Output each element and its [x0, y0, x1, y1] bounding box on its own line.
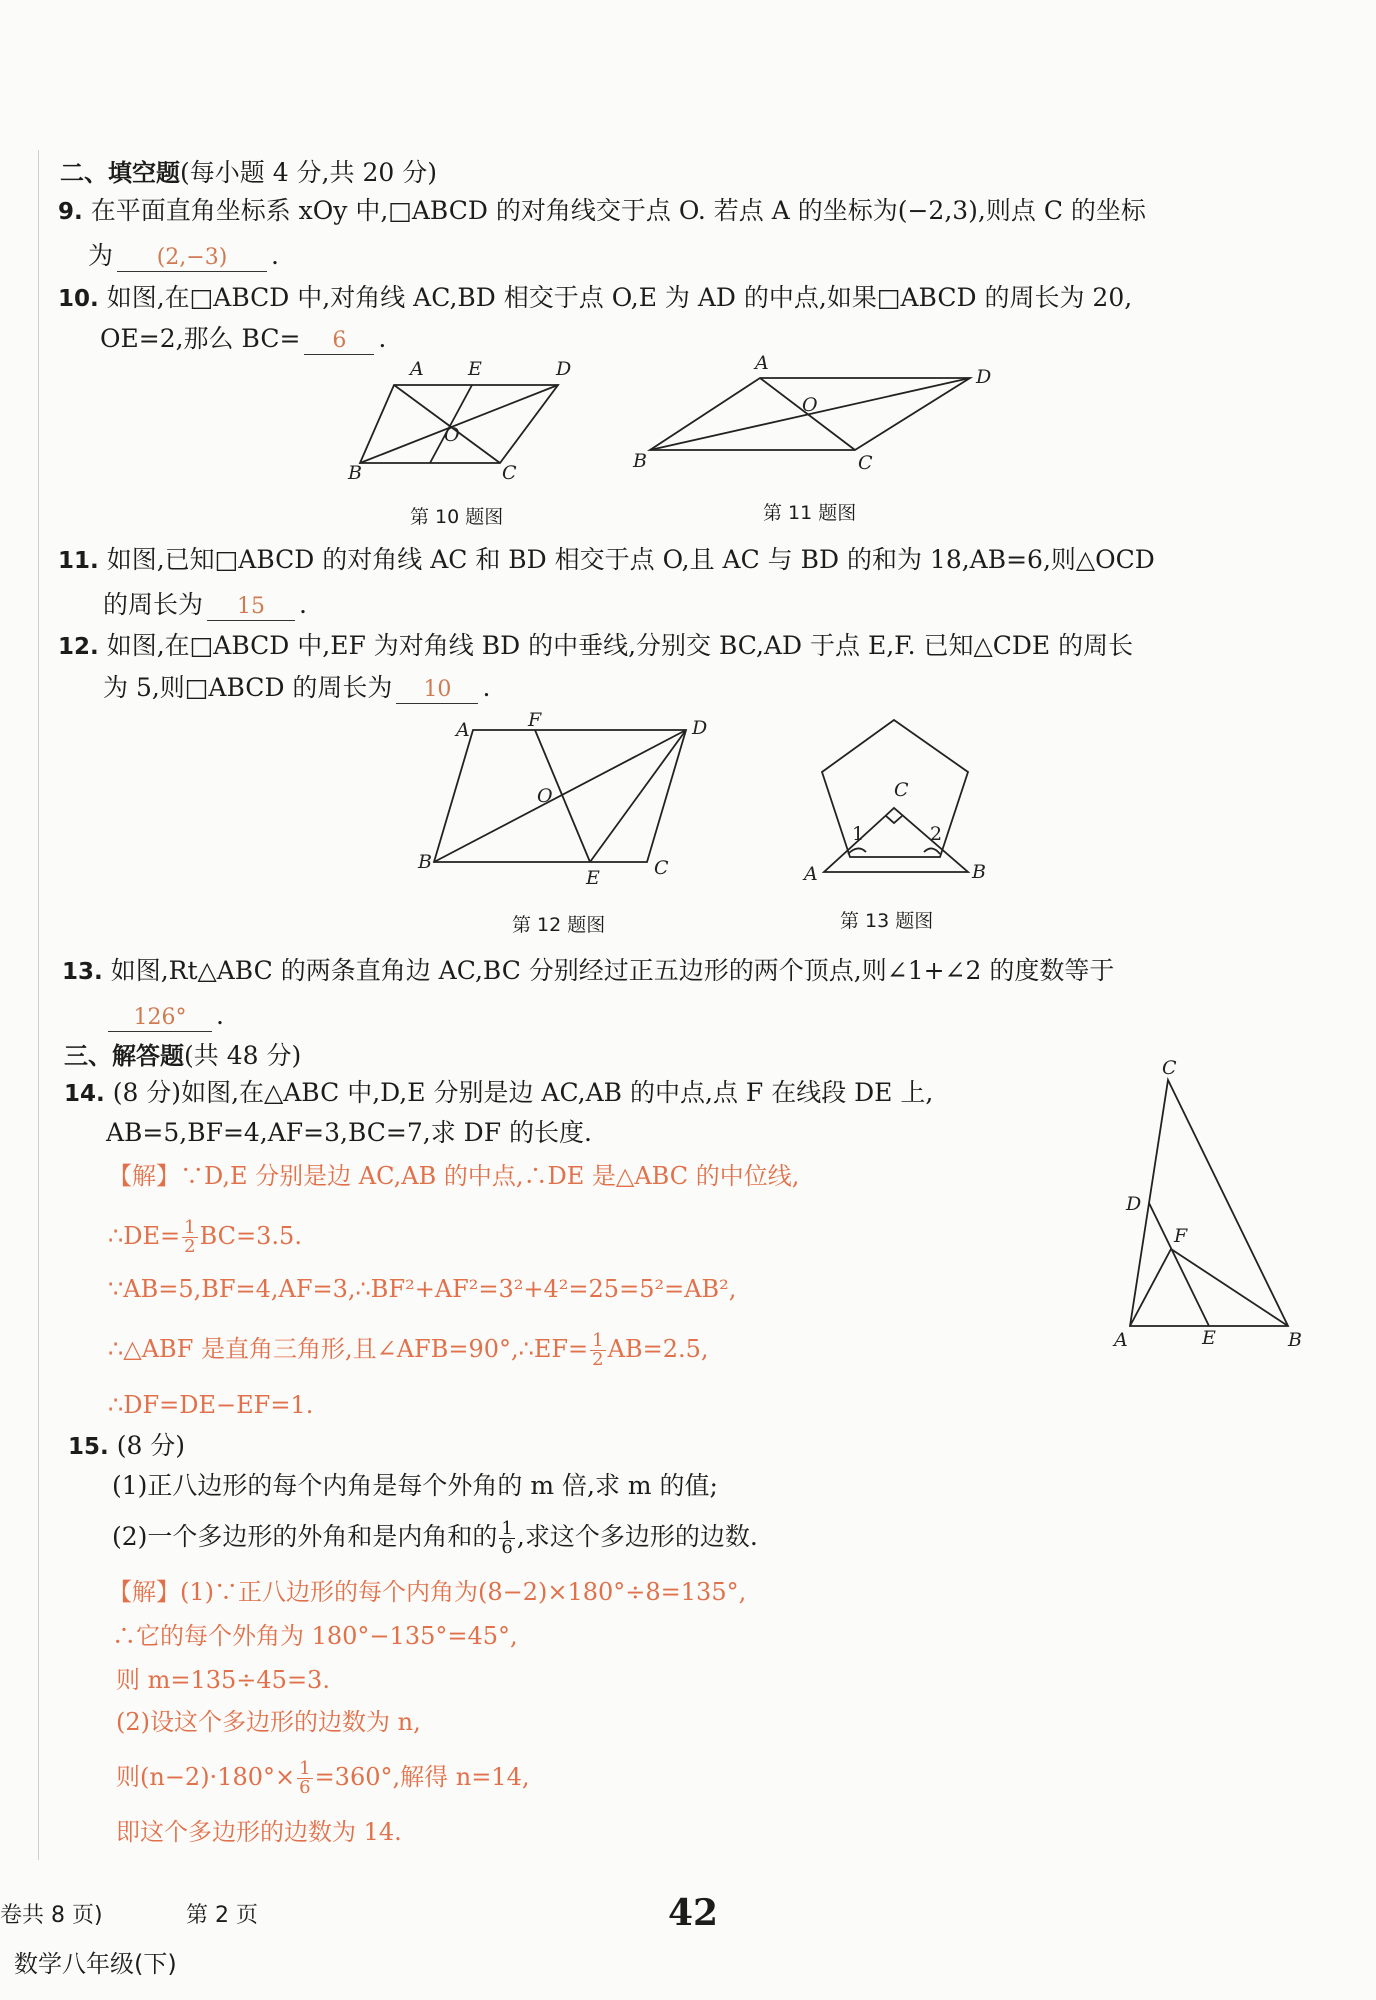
question-13-line2 — [104, 1000, 224, 1032]
question-number: 15. — [68, 1434, 109, 1460]
fraction-denominator: 6 — [299, 1777, 311, 1798]
question-12-line2 — [103, 672, 490, 704]
section-3-heading — [64, 1040, 301, 1072]
question-15-part1: (1)正八边形的每个内角是每个外角的 m 倍,求 m 的值; — [112, 1471, 718, 1500]
punctuation: . — [299, 590, 307, 619]
question-14-line2 — [106, 1117, 592, 1149]
solution-text: ∴△ABF 是直角三角形,且∠AFB=90°,∴EF= — [108, 1335, 589, 1363]
question-text: 在平面直角坐标系 xOy 中,□ABCD 的对角线交于点 O. 若点 A 的坐标为(−2,3),则点 C 的坐标 — [90, 196, 1146, 225]
punctuation: . — [482, 673, 491, 702]
question-number: 11. — [58, 548, 99, 574]
question-text: (8 分)如图,在△ABC 中,D,E 分别是边 AC,AB 的中点,点 F 在线段 DE 上, — [112, 1078, 934, 1107]
solution-text: =360°,解得 n=14, — [314, 1763, 530, 1791]
angle-label: 2 — [930, 823, 943, 845]
figure-11-caption: 第 11 题图 — [763, 502, 857, 524]
answer-blank: 10 — [396, 677, 478, 704]
question-14-line1 — [64, 1077, 933, 1110]
section-title: 三、解答题 — [64, 1042, 184, 1070]
fraction — [182, 1219, 197, 1256]
fraction-denominator: 2 — [184, 1236, 196, 1257]
point-label: O — [537, 785, 553, 807]
figure-11 — [620, 355, 1020, 485]
punctuation: . — [216, 1001, 224, 1030]
question-text: 的周长为 — [103, 590, 204, 619]
point-label: B — [633, 450, 647, 472]
fraction-denominator: 6 — [501, 1537, 513, 1558]
point-label: O — [802, 394, 818, 416]
question-text: 如图,在□ABCD 中,对角线 AC,BD 相交于点 O,E 为 AD 的中点,如果□ABCD 的周长为 20, — [106, 283, 1133, 312]
question-text: OE=2,那么 BC= — [100, 324, 301, 353]
point-label: C — [654, 857, 669, 879]
point-label: D — [1126, 1193, 1142, 1215]
question-text: (8 分) — [116, 1431, 186, 1460]
point-label: D — [976, 366, 992, 388]
solution-text: AB=2.5, — [607, 1335, 709, 1363]
figure-12 — [410, 712, 730, 892]
punctuation: . — [378, 324, 387, 353]
q14-solution-line2 — [108, 1219, 302, 1256]
point-label: E — [1202, 1327, 1216, 1349]
point-label: F — [1174, 1225, 1188, 1247]
point-label: A — [1114, 1329, 1128, 1351]
question-text: AB=5,BF=4,AF=3,BC=7,求 DF 的长度. — [106, 1118, 592, 1147]
q14-solution-line5: ∴DF=DE−EF=1. — [108, 1391, 314, 1419]
point-label: F — [528, 712, 542, 731]
question-text: 为 5,则□ABCD 的周长为 — [103, 673, 393, 702]
question-number: 10. — [58, 286, 99, 312]
question-9-line2 — [88, 240, 279, 272]
q14-solution-line4 — [108, 1332, 709, 1369]
point-label: D — [556, 358, 572, 380]
question-9-line1 — [58, 195, 1146, 228]
solution-text: ∴DE= — [108, 1222, 181, 1250]
point-label: A — [456, 719, 470, 741]
question-12-line1 — [58, 630, 1133, 663]
point-label: D — [692, 717, 708, 739]
question-number: 13. — [62, 959, 103, 985]
question-10-line2 — [100, 323, 386, 355]
figure-10-caption: 第 10 题图 — [410, 506, 504, 528]
solution-text: 则(n−2)·180°× — [116, 1763, 296, 1791]
section-note: (每小题 4 分,共 20 分) — [180, 158, 437, 187]
angle-label: 1 — [852, 823, 865, 845]
point-label: O — [444, 424, 460, 446]
figure-13-caption: 第 13 题图 — [840, 910, 934, 932]
punctuation: . — [271, 241, 279, 270]
answer-blank: 6 — [304, 328, 374, 355]
q15-solution-line5 — [116, 1760, 529, 1797]
q15-solution-line4: (2)设这个多边形的边数为 n, — [116, 1708, 421, 1736]
book-title: 数学八年级(下) — [14, 1950, 177, 1978]
question-number: 14. — [64, 1081, 105, 1107]
fraction — [590, 1332, 605, 1369]
figure-13 — [800, 712, 990, 892]
solution-text: BC=3.5. — [199, 1222, 302, 1250]
point-label: B — [418, 851, 432, 873]
question-text: 如图,Rt△ABC 的两条直角边 AC,BC 分别经过正五边形的两个顶点,则∠1+∠2 的度数等于 — [110, 956, 1115, 985]
question-number: 9. — [58, 199, 83, 225]
fraction — [297, 1760, 312, 1797]
point-label: A — [410, 358, 424, 380]
margin-line — [38, 150, 39, 1860]
question-15-part2 — [112, 1520, 758, 1557]
section-note: (共 48 分) — [184, 1041, 302, 1070]
point-label: C — [1162, 1060, 1177, 1079]
fraction-denominator: 2 — [592, 1349, 604, 1370]
question-11-line1 — [58, 544, 1155, 577]
point-label: B — [972, 861, 986, 883]
fraction-numerator: 1 — [184, 1217, 196, 1238]
fraction-numerator: 1 — [592, 1330, 604, 1351]
question-text: 为 — [88, 241, 114, 270]
question-number: 12. — [58, 634, 99, 660]
q14-solution-line1: 【解】∵D,E 分别是边 AC,AB 的中点,∴DE 是△ABC 的中位线, — [108, 1162, 800, 1190]
footer-page-label: 第 2 页 — [186, 1903, 258, 1928]
q14-solution-line3: ∵AB=5,BF=4,AF=3,∴BF²+AF²=3²+4²=25=5²=AB², — [108, 1275, 737, 1303]
point-label: C — [894, 779, 909, 801]
point-label: C — [502, 462, 517, 484]
section-title: 二、填空题 — [60, 159, 180, 187]
answer-blank: 15 — [207, 594, 295, 621]
fraction-numerator: 1 — [501, 1518, 513, 1539]
footer-left-pages: 卷共 8 页) — [0, 1903, 103, 1928]
point-label: C — [858, 452, 873, 474]
fraction-numerator: 1 — [299, 1758, 311, 1779]
point-label: E — [468, 358, 482, 380]
section-2-heading — [60, 157, 437, 189]
question-10-line1 — [58, 282, 1132, 315]
figure-10 — [340, 355, 580, 485]
point-label: A — [804, 863, 818, 885]
point-label: B — [1288, 1329, 1302, 1351]
point-label: E — [586, 867, 600, 889]
q15-solution-line1: 【解】(1)∵正八边形的每个内角为(8−2)×180°÷8=135°, — [108, 1578, 747, 1606]
question-text: 如图,在□ABCD 中,EF 为对角线 BD 的中垂线,分别交 BC,AD 于点 E,F. 已知△CDE 的周长 — [106, 631, 1134, 660]
point-label: A — [755, 355, 769, 374]
question-text: ,求这个多边形的边数. — [516, 1522, 758, 1551]
page-number: 42 — [668, 1892, 719, 1934]
answer-blank: 126° — [108, 1005, 212, 1032]
fraction — [499, 1520, 514, 1557]
point-label: B — [348, 462, 362, 484]
question-13-line1 — [62, 955, 1114, 988]
question-text: (2)一个多边形的外角和是内角和的 — [112, 1522, 498, 1551]
figure-14 — [1100, 1060, 1320, 1360]
question-15-line1 — [68, 1430, 185, 1463]
question-11-line2 — [103, 589, 307, 621]
answer-blank: (2,−3) — [117, 245, 267, 272]
figure-12-caption: 第 12 题图 — [512, 914, 606, 936]
question-text: 如图,已知□ABCD 的对角线 AC 和 BD 相交于点 O,且 AC 与 BD 的和为 18,AB=6,则△OCD — [106, 545, 1155, 574]
q15-solution-line3: 则 m=135÷45=3. — [116, 1666, 330, 1694]
q15-solution-line2: ∴它的每个外角为 180°−135°=45°, — [112, 1622, 518, 1650]
q15-solution-line6: 即这个多边形的边数为 14. — [116, 1818, 402, 1846]
